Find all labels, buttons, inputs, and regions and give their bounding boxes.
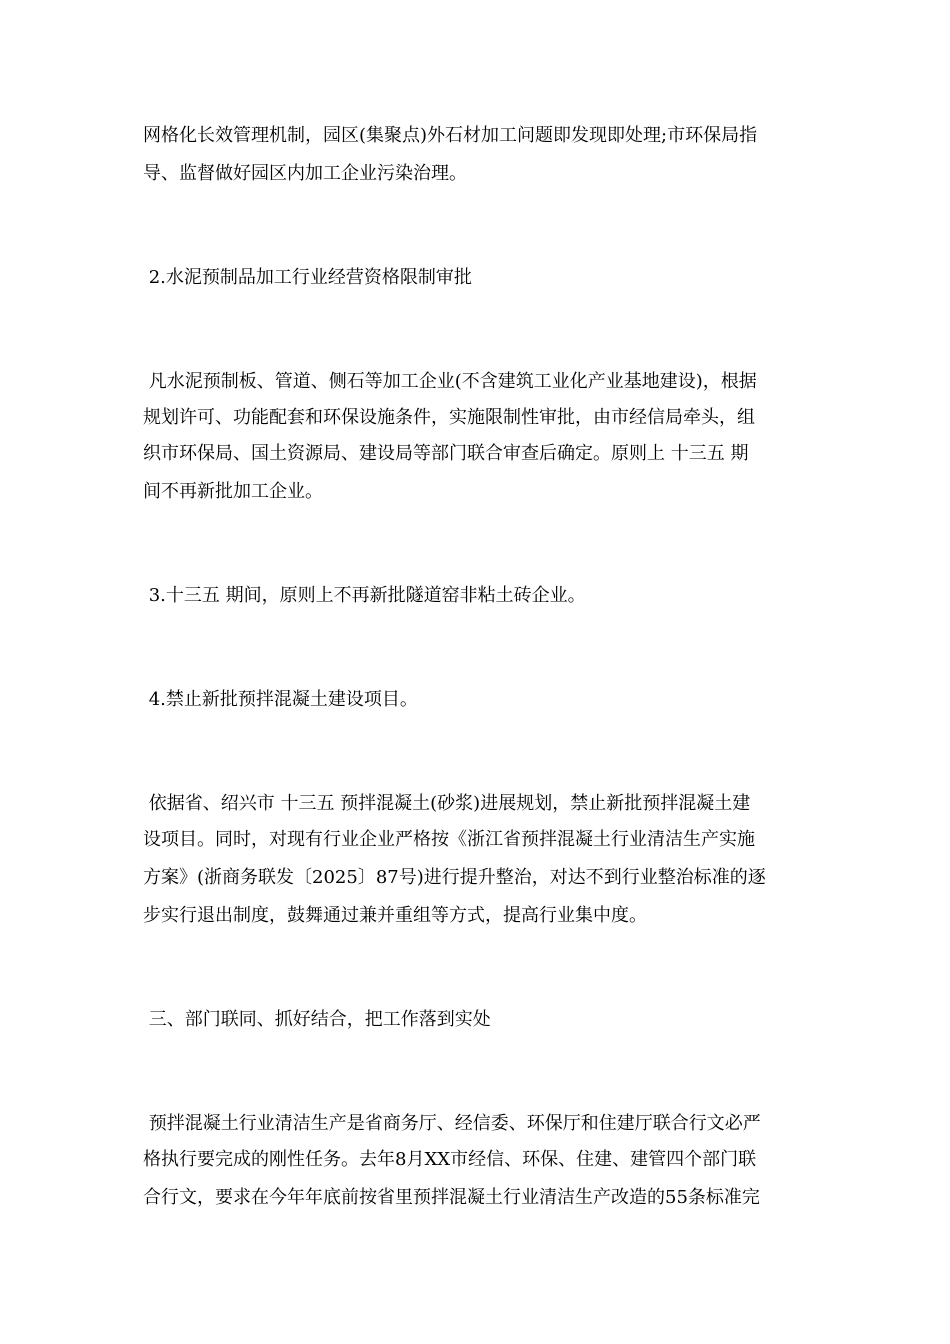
paragraph-8-line-2: 格执行要完成的刚性任务。去年8月XX市经信、环保、住建、建管四个部门联 bbox=[143, 1149, 757, 1170]
paragraph-6-line-3: 方案》(浙商务联发〔2025〕87号)进行提升整治，对达不到行业整治标准的逐 bbox=[143, 867, 766, 888]
paragraph-3-line-4: 间不再新批加工企业。 bbox=[143, 481, 323, 502]
paragraph-6-line-4: 步实行退出制度，鼓舞通过兼并重组等方式，提高行业集中度。 bbox=[143, 905, 647, 926]
section-heading-3: 3.十三五 期间，原则上不再新批隧道窑非粘土砖企业。 bbox=[143, 585, 586, 606]
paragraph-6-line-1: 依据省、绍兴市 十三五 预拌混凝土(砂浆)进展规划，禁止新批预拌混凝土建 bbox=[143, 793, 751, 814]
paragraph-3-line-2: 规划许可、功能配套和环保设施条件，实施限制性审批，由市经信局牵头，组 bbox=[143, 407, 755, 428]
paragraph-8-line-1: 预拌混凝土行业清洁生产是省商务厅、经信委、环保厅和住建厅联合行文必严 bbox=[143, 1113, 761, 1134]
section-heading-2: 2.水泥预制品加工行业经营资格限制审批 bbox=[143, 267, 472, 288]
paragraph-3-line-3: 织市环保局、国土资源局、建设局等部门联合审查后确定。原则上 十三五 期 bbox=[143, 443, 749, 464]
section-heading-4: 4.禁止新批预拌混凝土建设项目。 bbox=[143, 689, 418, 710]
section-heading-three: 三、部门联同、抓好结合，把工作落到实处 bbox=[143, 1009, 491, 1030]
paragraph-8-line-3: 合行文，要求在今年年底前按省里预拌混凝土行业清洁生产改造的55条标准完 bbox=[143, 1187, 760, 1208]
paragraph-1-line-2: 导、监督做好园区内加工企业污染治理。 bbox=[143, 163, 467, 184]
paragraph-1-line-1: 网格化长效管理机制，园区(集聚点)外石材加工问题即发现即处理;市环保局指 bbox=[143, 125, 758, 146]
paragraph-3-line-1: 凡水泥预制板、管道、侧石等加工企业(不含建筑工业化产业基地建设)，根据 bbox=[143, 371, 757, 392]
paragraph-6-line-2: 设项目。同时，对现有行业企业严格按《浙江省预拌混凝土行业清洁生产实施 bbox=[143, 829, 755, 850]
